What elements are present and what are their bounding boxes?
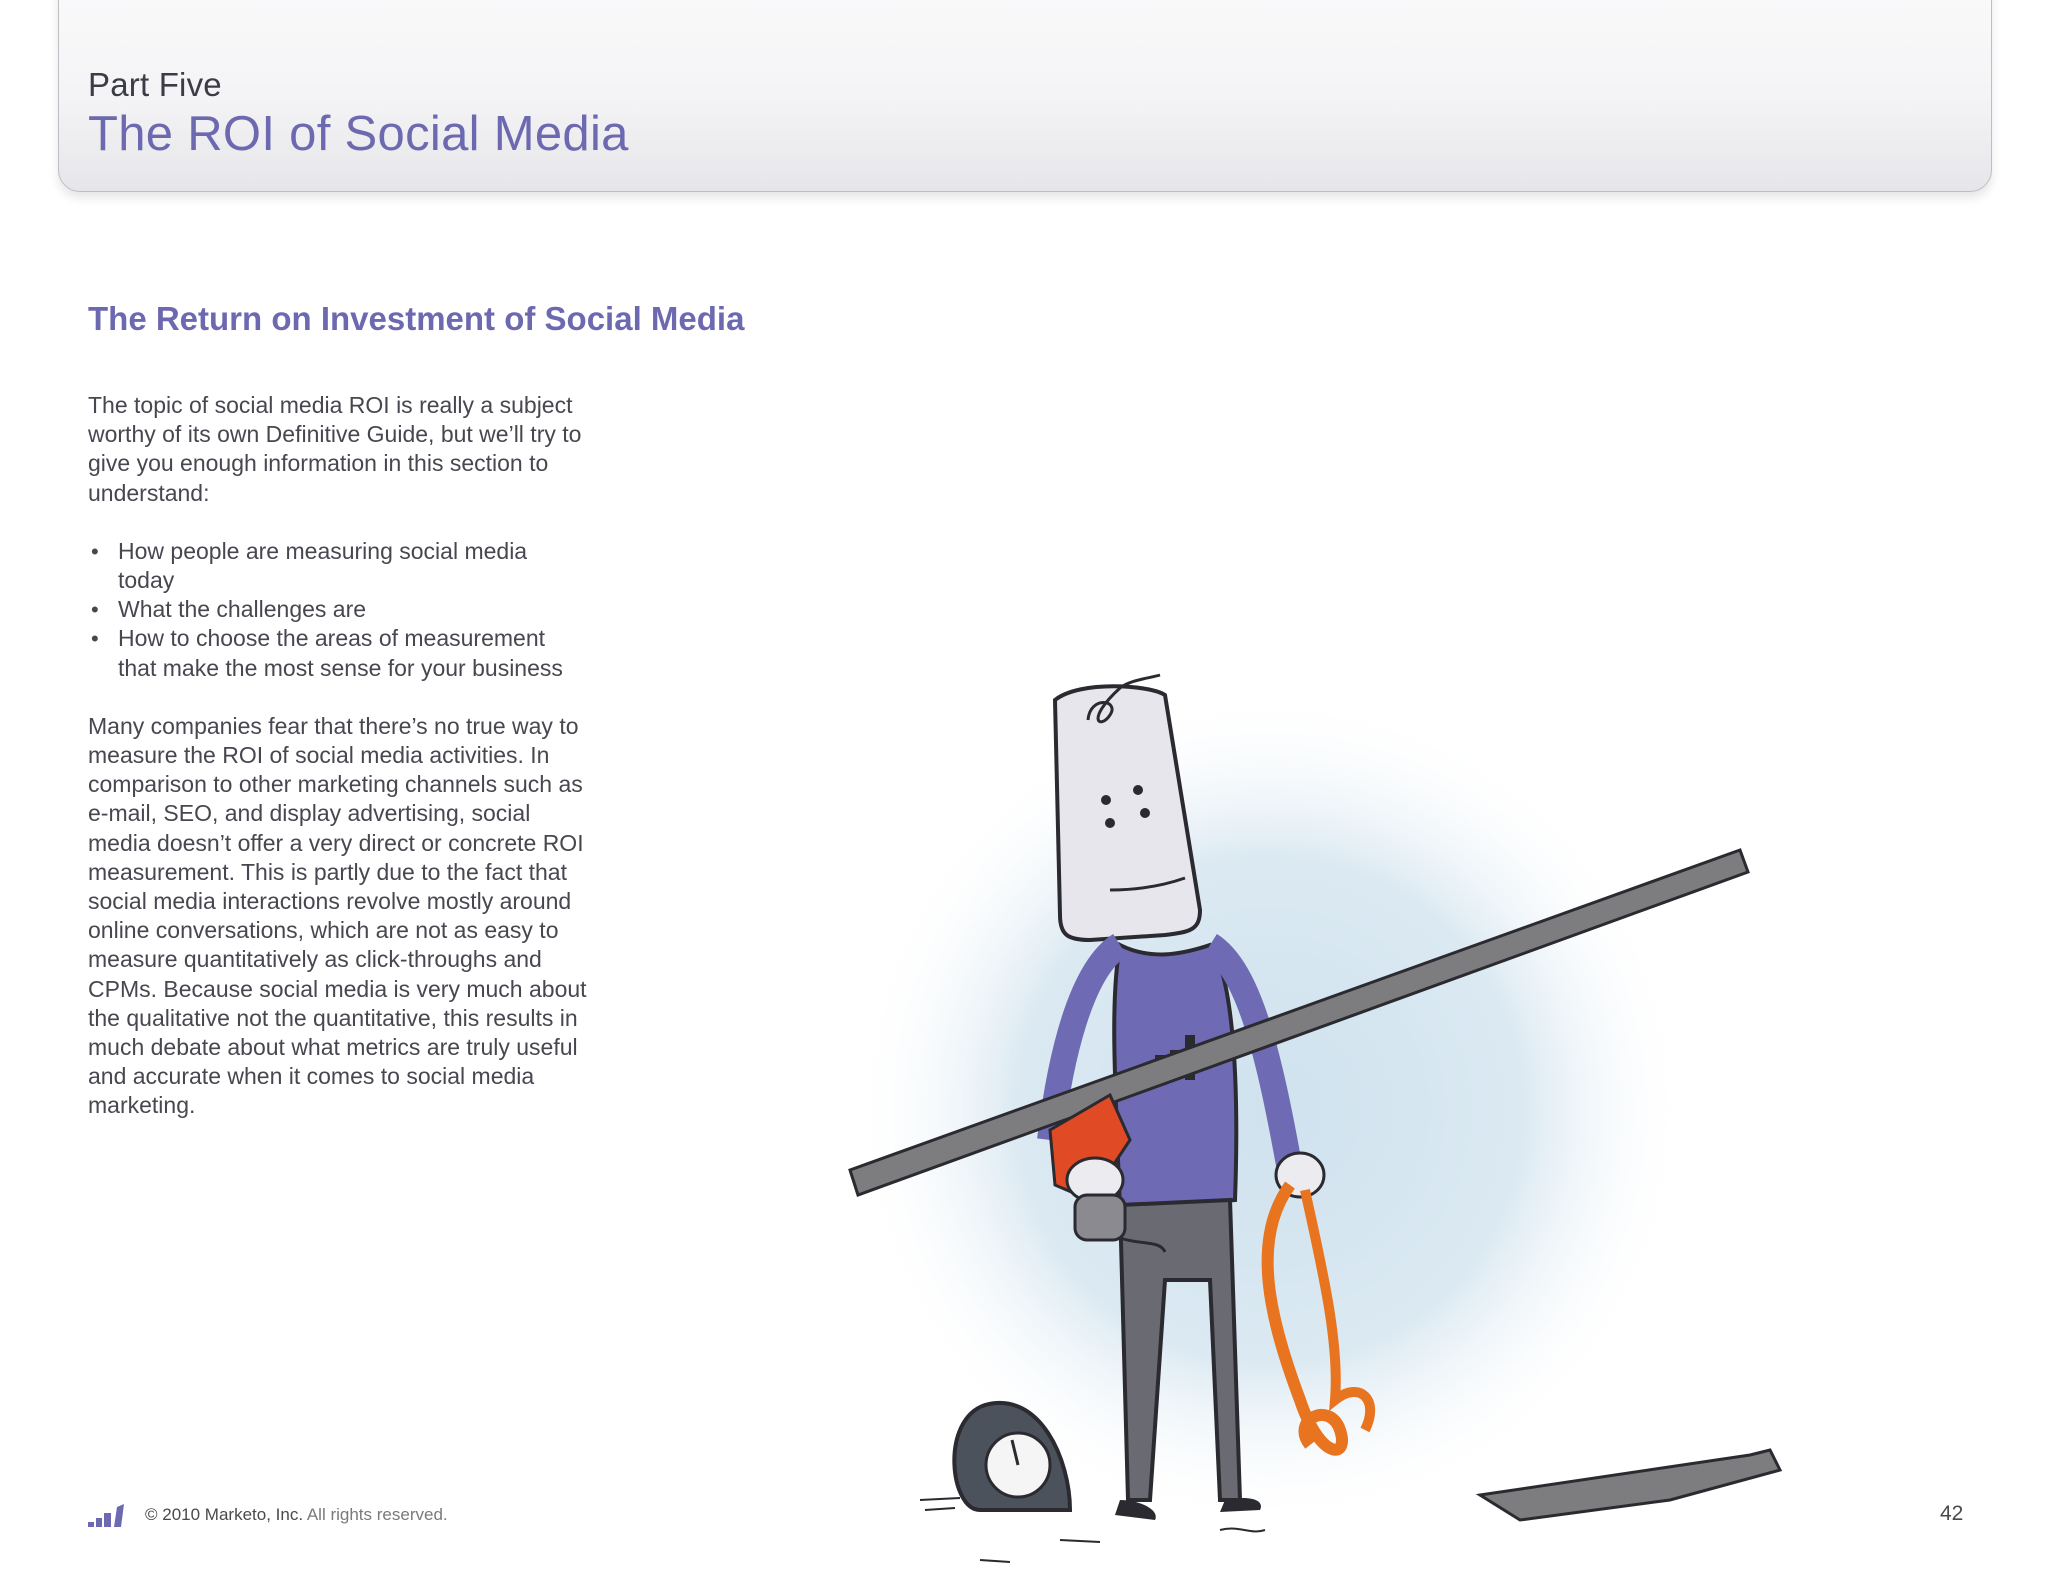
header-band bbox=[58, 0, 1992, 192]
rights-text: All rights reserved. bbox=[306, 1505, 448, 1524]
bullet-icon: • bbox=[91, 538, 99, 564]
list-item-text: How to choose the areas of measurement that make the most sense for your business bbox=[118, 625, 563, 681]
list-item bbox=[88, 624, 588, 682]
bullet-icon: • bbox=[91, 597, 99, 623]
part-label: Part Five bbox=[88, 66, 222, 103]
marketo-logo-icon bbox=[88, 1502, 128, 1530]
body-column bbox=[88, 391, 588, 1121]
copyright-text: © 2010 Marketo, Inc. bbox=[145, 1505, 304, 1524]
list-item-text: How people are measuring social media today bbox=[118, 537, 528, 594]
list-item-text: What the challenges are bbox=[118, 596, 367, 623]
bullet-icon: • bbox=[91, 626, 99, 652]
intro-paragraph: The topic of social media ROI is really a subject worthy of its own Definitive Guide, but we’ll try to give you enough information in this section to understand: bbox=[88, 392, 582, 506]
ground-ruler bbox=[1480, 1450, 1780, 1520]
body-paragraph: Many companies fear that there’s no true way to measure the ROI of social media activities. In comparison to other marketing channels such as e-mail, SEO, and display advertising, social media doesn’t offer a very direct or concrete ROI measurement. This is partly due to the fact that social media interactions revolve mostly around online conversations, which are not as easy to measure quantitatively as click-throughs and CPMs. Because social media is very much about the qualitative not the quantitative, this results in much debate about what metrics are truly useful and accurate when it comes to social media marketing. bbox=[88, 712, 587, 1119]
list-item bbox=[88, 537, 588, 595]
list-item bbox=[88, 595, 588, 624]
bullet-list bbox=[88, 537, 588, 683]
section-heading: The Return on Investment of Social Media bbox=[88, 300, 745, 337]
measuring-robot-illustration bbox=[820, 640, 1910, 1580]
page-title: The ROI of Social Media bbox=[88, 107, 629, 161]
footer-copyright bbox=[145, 1505, 448, 1525]
page-number: 42 bbox=[1940, 1502, 1964, 1525]
